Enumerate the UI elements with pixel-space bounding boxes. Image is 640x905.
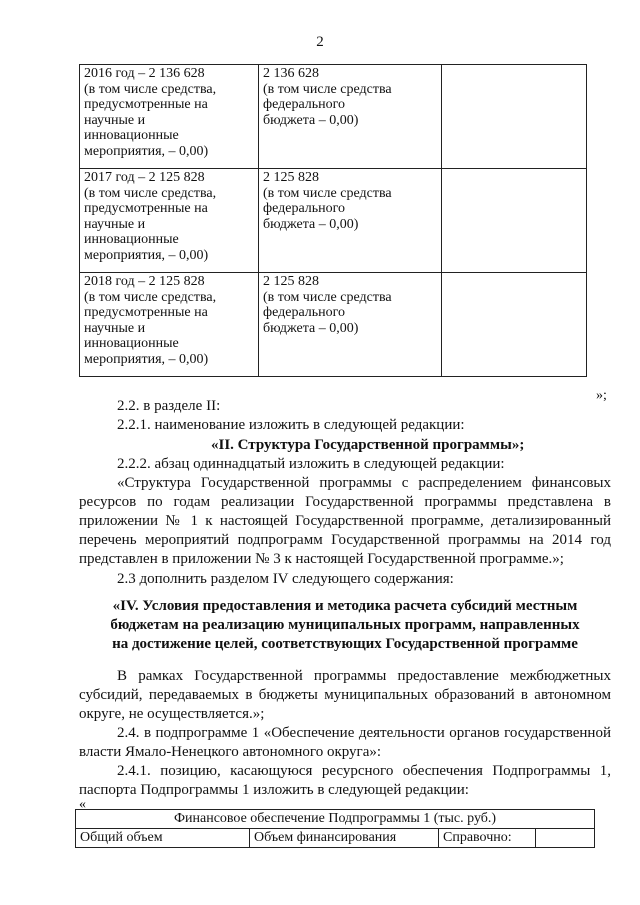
cell-line: федерального <box>263 97 346 112</box>
subprogram-funding-table <box>75 809 595 848</box>
cell-line: инновационные <box>84 232 179 247</box>
cell-line: предусмотренные на <box>84 201 208 216</box>
paragraph-line: округе, не осуществляется.»; <box>79 706 265 722</box>
cell-line: (в том числе средства, <box>84 185 217 201</box>
cell-line: мероприятия, – 0,00) <box>84 351 209 367</box>
cell-line: предусмотренные на <box>84 97 208 112</box>
section-heading-line: на достижение целей, соответствующих Государственной программе <box>112 636 578 652</box>
amount-cell <box>259 65 442 169</box>
paragraph-line: 2.2.2. абзац одиннадцатый изложить в следующей редакции: <box>117 456 505 472</box>
closing-quote: »; <box>596 388 607 403</box>
paragraph-line: субсидий, передаваемых в бюджеты муниципальных образований в автономном <box>79 687 611 703</box>
year-cell <box>80 273 259 377</box>
table-row <box>76 829 595 848</box>
cell-line: инновационные <box>84 336 179 351</box>
paragraph-line: 2.3 дополнить разделом IV следующего содержания: <box>117 571 454 587</box>
paragraph-line: перечень мероприятий подпрограмм Государственной программы на 2014 год <box>79 532 611 548</box>
cell-line: 2018 год – 2 125 828 <box>84 274 205 289</box>
cell-line: 2 136 628 <box>263 66 319 81</box>
column-header: Общий объем <box>76 829 250 848</box>
cell-line: бюджета – 0,00) <box>263 320 359 336</box>
cell-line: мероприятия, – 0,00) <box>84 247 209 263</box>
cell-line: (в том числе средства <box>263 185 392 201</box>
paragraph-line: 2.4.1. позицию, касающуюся ресурсного обеспечения Подпрограммы 1, <box>117 763 611 779</box>
paragraph-line: власти Ямало-Ненецкого автономного округа»: <box>79 744 382 760</box>
table-row <box>80 65 587 169</box>
section-heading-line: «IV. Условия предоставления и методика расчета субсидий местным <box>112 598 578 614</box>
cell-line: 2016 год – 2 136 628 <box>84 66 205 81</box>
column-header: Справочно: <box>439 829 536 848</box>
cell-line: инновационные <box>84 128 179 143</box>
paragraph-line: В рамках Государственной программы предоставление межбюджетных <box>117 668 611 684</box>
empty-cell <box>442 169 587 273</box>
paragraph-line: приложении № 1 к настоящей Государственной программе, детализированный <box>79 513 611 529</box>
year-cell <box>80 169 259 273</box>
cell-line: федерального <box>263 305 346 320</box>
cell-line: мероприятия, – 0,00) <box>84 143 209 159</box>
cell-line: 2 125 828 <box>263 170 319 185</box>
paragraph-line: паспорта Подпрограммы 1 изложить в следующей редакции: <box>79 782 469 798</box>
cell-line: (в том числе средства <box>263 81 392 97</box>
cell-line: 2 125 828 <box>263 274 319 289</box>
page-number: 2 <box>316 34 324 50</box>
table-row <box>80 169 587 273</box>
empty-cell <box>442 273 587 377</box>
table-row <box>80 273 587 377</box>
cell-line: научные и <box>84 112 146 128</box>
cell-line: (в том числе средства <box>263 289 392 305</box>
funding-table <box>79 64 587 377</box>
column-header: Объем финансирования <box>250 829 439 848</box>
cell-line: научные и <box>84 320 146 336</box>
paragraph-line: 2.4. в подпрограмме 1 «Обеспечение деятельности органов государственной <box>117 725 611 741</box>
year-cell <box>80 65 259 169</box>
cell-line: бюджета – 0,00) <box>263 216 359 232</box>
cell-line: бюджета – 0,00) <box>263 112 359 128</box>
paragraph-line: ресурсов по годам реализации Государственной программы представлена в <box>79 494 611 510</box>
cell-line: (в том числе средства, <box>84 81 217 97</box>
table-title: Финансовое обеспечение Подпрограммы 1 (тыс. руб.) <box>76 810 595 829</box>
amount-cell <box>259 169 442 273</box>
empty-cell <box>442 65 587 169</box>
cell-line: научные и <box>84 216 146 232</box>
cell-line: предусмотренные на <box>84 305 208 320</box>
paragraph-line: 2.2.1. наименование изложить в следующей редакции: <box>117 417 465 433</box>
cell-line: (в том числе средства, <box>84 289 217 305</box>
empty-cell <box>536 829 595 848</box>
amount-cell <box>259 273 442 377</box>
cell-line: федерального <box>263 201 346 216</box>
table-row <box>76 810 595 829</box>
paragraph-line: представлен в приложении № 3 к настоящей Государственной программе.»; <box>79 551 564 567</box>
section-heading-line: бюджетам на реализацию муниципальных программ, направленных <box>110 617 580 633</box>
paragraph-line: 2.2. в разделе II: <box>117 398 221 414</box>
section-title: «II. Структура Государственной программы»; <box>211 437 525 453</box>
paragraph-line: «Структура Государственной программы с распределением финансовых <box>117 475 611 491</box>
cell-line: 2017 год – 2 125 828 <box>84 170 205 185</box>
opening-quote: « <box>79 797 86 812</box>
